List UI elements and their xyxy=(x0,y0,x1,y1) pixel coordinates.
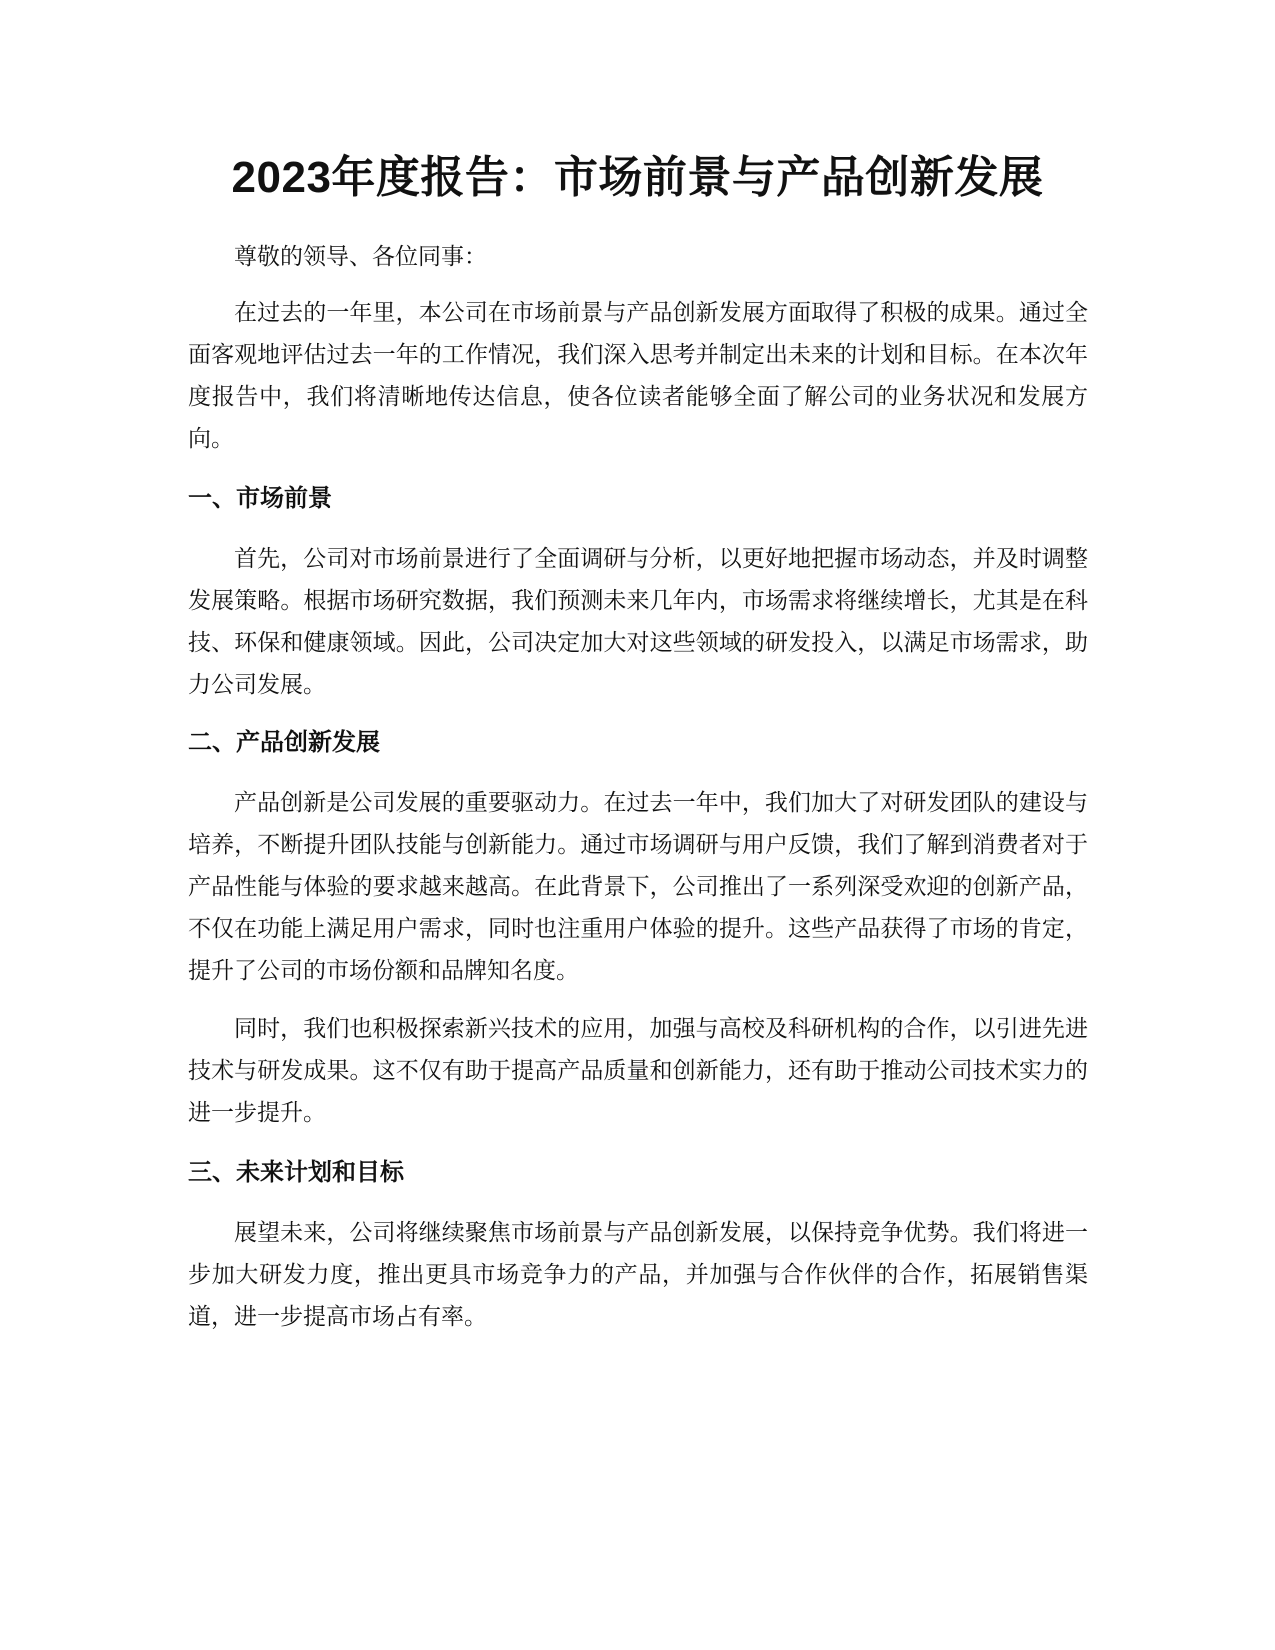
section-heading-product-innovation: 二、产品创新发展 xyxy=(188,728,380,756)
market-outlook-paragraph: 首先，公司对市场前景进行了全面调研与分析，以更好地把握市场动态，并及时调整发展策略。根据市场研究数据，我们预测未来几年内，市场需求将继续增长，尤其是在科技、环保和健康领域。因此，公司决定加大对这些领域的研发投入，以满足市场需求，助力公司发展。 xyxy=(188,546,1088,698)
section-heading-future-plans: 三、未来计划和目标 xyxy=(188,1158,404,1186)
salutation: 尊敬的领导、各位同事： xyxy=(234,244,487,270)
section-heading-market-outlook: 一、市场前景 xyxy=(188,484,332,512)
future-plans-paragraph: 展望未来，公司将继续聚焦市场前景与产品创新发展，以保持竞争优势。我们将进一步加大研发力度，推出更具市场竞争力的产品，并加强与合作伙伴的合作，拓展销售渠道，进一步提高市场占有率。 xyxy=(188,1220,1088,1330)
product-innovation-paragraph-2: 同时，我们也积极探索新兴技术的应用，加强与高校及科研机构的合作，以引进先进技术与研发成果。这不仅有助于提高产品质量和创新能力，还有助于推动公司技术实力的进一步提升。 xyxy=(188,1016,1088,1126)
intro-paragraph: 在过去的一年里，本公司在市场前景与产品创新发展方面取得了积极的成果。通过全面客观地评估过去一年的工作情况，我们深入思考并制定出未来的计划和目标。在本次年度报告中，我们将清晰地传达信息，使各位读者能够全面了解公司的业务状况和发展方向。 xyxy=(188,300,1088,452)
product-innovation-paragraph-1: 产品创新是公司发展的重要驱动力。在过去一年中，我们加大了对研发团队的建设与培养，不断提升团队技能与创新能力。通过市场调研与用户反馈，我们了解到消费者对于产品性能与体验的要求越来越高。在此背景下，公司推出了一系列深受欢迎的创新产品，不仅在功能上满足用户需求，同时也注重用户体验的提升。这些产品获得了市场的肯定，提升了公司的市场份额和品牌知名度。 xyxy=(188,790,1088,984)
document-title: 2023年度报告：市场前景与产品创新发展 xyxy=(231,153,1044,202)
